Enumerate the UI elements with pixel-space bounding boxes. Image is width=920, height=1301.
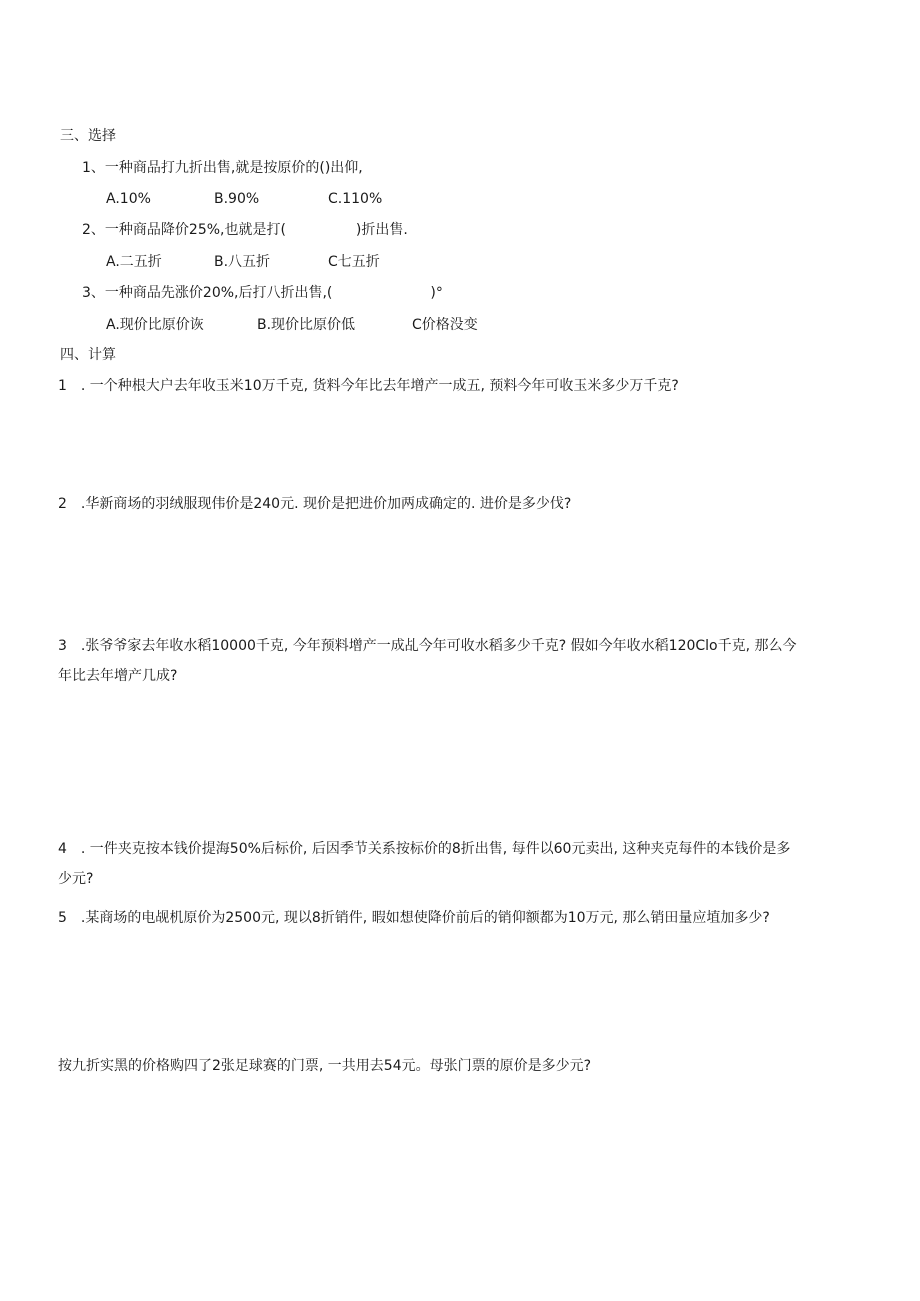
choice-question-1: 1、一种商品打九折出售,就是按原价的()出仰,: [82, 160, 363, 176]
calc-problem-6: 按九折实黑的价格购四了2张足球赛的门票, 一共用去54元。母张门票的原价是多少元?: [58, 1058, 592, 1074]
section-title-calc: 四、计算: [60, 347, 116, 363]
calc-problem-3-cont: 年比去年增产几成?: [58, 668, 178, 684]
choice-2-option-b: B.八五折: [214, 254, 271, 270]
choice-2-option-c: C七五折: [328, 254, 380, 270]
calc-problem-4: 4 . 一件夹克按本钱价提海50%后标价, 后因季节关系按标价的8折出售, 每件以60元卖出, 这种夹克每件的本钱价是多: [58, 841, 791, 857]
calc-problem-2: 2 .华新商场的羽绒服现伟价是240元. 现价是把进价加两成确定的. 进价是多少伐?: [58, 496, 572, 512]
section-title-choice: 三、选择: [60, 128, 116, 144]
calc-problem-5: 5 .某商场的电觇机原价为2500元, 现以8折销件, 暇如想使降价前后的销仰额都为10万元, 那么销田量应埴加多少?: [58, 910, 770, 926]
calc-problem-1: 1 . 一个种根大户去年收玉米10万千克, 货料今年比去年增产一成五, 预料今年可收玉米多少万千克?: [58, 378, 679, 394]
choice-1-option-c: C.110%: [328, 191, 383, 207]
choice-1-option-a: A.10%: [106, 191, 151, 207]
choice-1-option-b: B.90%: [214, 191, 260, 207]
choice-3-option-a: A.现价比原价诙: [106, 317, 204, 333]
choice-2-option-a: A.二五折: [106, 254, 162, 270]
calc-problem-3: 3 .张爷爷家去年收水稻10000千克, 今年预料增产一成乩今年可收水稻多少千克? 假如今年收水稻120Clo千克, 那么今: [58, 638, 797, 654]
choice-question-2: 2、一种商品降价25%,也就是打( )折出售.: [82, 222, 408, 238]
calc-problem-4-cont: 少元?: [58, 871, 94, 887]
choice-3-option-c: C价格没变: [412, 317, 478, 333]
choice-question-3: 3、一种商品先涨价20%,后打八折出售,( )°: [82, 285, 443, 301]
choice-3-option-b: B.现价比原价低: [257, 317, 356, 333]
